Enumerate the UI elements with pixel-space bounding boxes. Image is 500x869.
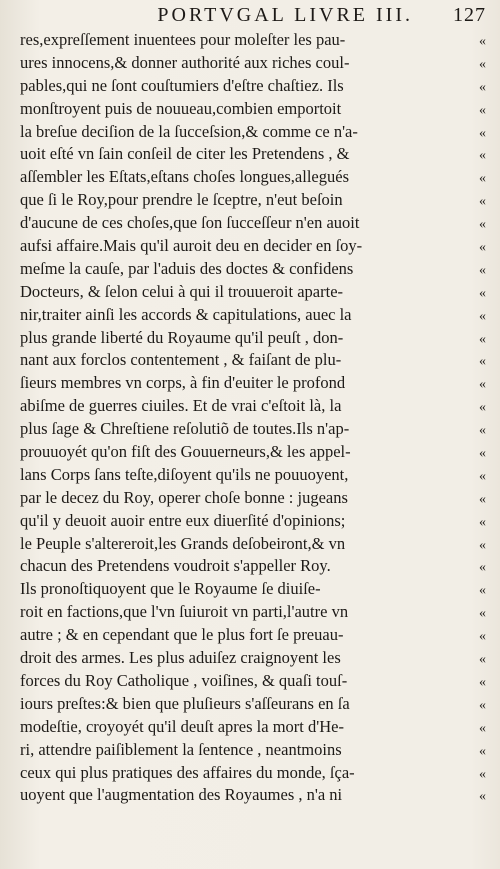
text-line: [20, 75, 486, 98]
line-text: uoit eſté vn ſain conſeil de citer les Pretendens , &: [20, 144, 350, 164]
text-line: [20, 739, 486, 762]
marginal-quote-mark: «: [479, 468, 486, 484]
line-text: modeſtie, croyoyét qu'il deuſt apres la mort d'He-: [20, 716, 344, 736]
marginal-quote-mark: «: [479, 171, 486, 187]
line-text: le Peuple s'altereroit,les Grands deſobeiront,& vn: [20, 533, 346, 553]
line-text: iours preſtes:& bien que pluſieurs s'aſſeurans en ſa: [20, 693, 350, 713]
line-text: meſme la cauſe, par l'aduis des doctes & confidens: [20, 258, 354, 278]
marginal-quote-mark: «: [479, 102, 486, 118]
text-line: [20, 327, 486, 350]
text-line: [20, 510, 486, 533]
text-line: [20, 281, 486, 304]
body-text: [20, 29, 486, 807]
line-text: plus grande liberté du Royaume qu'il peuſt , don-: [20, 327, 344, 347]
marginal-quote-mark: «: [479, 652, 486, 668]
line-text: ures innocens,& donner authorité aux riches coul-: [20, 52, 350, 72]
text-line: [20, 418, 486, 441]
text-line: [20, 143, 486, 166]
marginal-quote-mark: «: [479, 148, 486, 164]
marginal-quote-mark: «: [479, 194, 486, 210]
text-line: [20, 464, 486, 487]
text-line: [20, 578, 486, 601]
marginal-quote-mark: «: [479, 217, 486, 233]
marginal-quote-mark: «: [479, 789, 486, 805]
marginal-quote-mark: «: [479, 583, 486, 599]
line-text: aſſembler les Eſtats,eſtans choſes longues,allegués: [20, 167, 349, 187]
line-text: qu'il y deuoit auoir entre eux diuerſité d'opinions;: [20, 510, 346, 530]
line-text: abiſme de guerres ciuiles. Et de vrai c'eſtoit là, la: [20, 396, 342, 416]
line-text: aufsi affaire.Mais qu'il auroit deu en decider en ſoy-: [20, 236, 363, 256]
line-text: prouuoyét qu'on fiſt des Gouuerneurs,& les appel-: [20, 442, 351, 462]
line-text: plus ſage & Chreſtiene reſolutiõ de toutes.Ils n'ap-: [20, 419, 350, 439]
text-line: [20, 624, 486, 647]
text-line: [20, 693, 486, 716]
line-text: pables,qui ne ſont couſtumiers d'eſtre chaſtiez. Ils: [20, 75, 344, 95]
marginal-quote-mark: «: [479, 720, 486, 736]
marginal-quote-mark: «: [479, 697, 486, 713]
line-text: que ſi le Roy,pour prendre le ſceptre, n'eut beſoin: [20, 190, 343, 210]
marginal-quote-mark: «: [479, 285, 486, 301]
text-line: [20, 349, 486, 372]
text-line: [20, 555, 486, 578]
page-number: 127: [453, 4, 486, 26]
text-line: [20, 784, 486, 807]
text-line: [20, 166, 486, 189]
marginal-quote-mark: «: [479, 34, 486, 49]
marginal-quote-mark: «: [479, 514, 486, 530]
marginal-quote-mark: «: [479, 308, 486, 324]
line-text: roit en factions,que l'vn ſuiuroit vn parti,l'autre vn: [20, 602, 349, 622]
text-line: [20, 98, 486, 121]
marginal-quote-mark: «: [479, 491, 486, 507]
text-line: [20, 647, 486, 670]
text-line: [20, 372, 486, 395]
marginal-quote-mark: «: [479, 446, 486, 462]
line-text: res,expreſſement inuentees pour moleſter les pau-: [20, 30, 346, 49]
text-line: [20, 121, 486, 144]
line-text: par le decez du Roy, operer choſe bonne : jugeans: [20, 487, 348, 507]
marginal-quote-mark: «: [479, 423, 486, 439]
marginal-quote-mark: «: [479, 262, 486, 278]
line-text: la breſue deciſion de la ſucceſsion,& comme ce n'a-: [20, 121, 358, 141]
line-text: forces du Roy Catholique , voiſines, & quaſi touſ-: [20, 670, 348, 690]
line-text: d'aucune de ces choſes,que ſon ſucceſſeur n'en auoit: [20, 213, 360, 233]
text-line: [20, 304, 486, 327]
line-text: ceux qui plus pratiques des affaires du monde, ſça-: [20, 762, 355, 782]
marginal-quote-mark: «: [479, 79, 486, 95]
text-line: [20, 29, 486, 52]
line-text: Docteurs, & ſelon celui à qui il trouueroit aparte-: [20, 281, 344, 301]
text-line: [20, 670, 486, 693]
line-text: chacun des Pretendens voudroit s'appeller Roy.: [20, 556, 331, 576]
marginal-quote-mark: «: [479, 629, 486, 645]
marginal-quote-mark: «: [479, 377, 486, 393]
text-line: [20, 189, 486, 212]
line-text: autre ; & en cependant que le plus fort ſe preuau-: [20, 625, 344, 645]
marginal-quote-mark: «: [479, 56, 486, 72]
marginal-quote-mark: «: [479, 240, 486, 256]
line-text: nant aux forclos contentement , & faiſant de plu-: [20, 350, 342, 370]
marginal-quote-mark: «: [479, 125, 486, 141]
line-text: droit des armes. Les plus aduiſez craignoyent les: [20, 648, 341, 668]
marginal-quote-mark: «: [479, 674, 486, 690]
text-line: [20, 52, 486, 75]
text-line: [20, 235, 486, 258]
text-line: [20, 533, 486, 556]
text-line: [20, 395, 486, 418]
marginal-quote-mark: «: [479, 400, 486, 416]
marginal-quote-mark: «: [479, 560, 486, 576]
running-title: PORTVGAL LIVRE III.: [157, 4, 413, 26]
marginal-quote-mark: «: [479, 766, 486, 782]
text-line: [20, 762, 486, 785]
line-text: lans Corps ſans teſte,diſoyent qu'ils ne pouuoyent,: [20, 464, 349, 484]
text-line: [20, 601, 486, 624]
marginal-quote-mark: «: [479, 606, 486, 622]
running-header: [20, 4, 486, 26]
line-text: uoyent que l'augmentation des Royaumes , n'a ni: [20, 785, 343, 805]
line-text: Ils pronoſtiquoyent que le Royaume ſe diuiſe-: [20, 579, 321, 599]
text-line: [20, 441, 486, 464]
line-text: nir,traiter ainſi les accords & capitulations, auec la: [20, 304, 352, 324]
text-line: [20, 212, 486, 235]
marginal-quote-mark: «: [479, 537, 486, 553]
text-line: [20, 716, 486, 739]
line-text: monſtroyent puis de nouueau,combien emportoit: [20, 98, 342, 118]
line-text: ſieurs membres vn corps, à fin d'euiter le profond: [20, 373, 346, 393]
text-line: [20, 487, 486, 510]
marginal-quote-mark: «: [479, 331, 486, 347]
text-line: [20, 258, 486, 281]
marginal-quote-mark: «: [479, 743, 486, 759]
line-text: ri, attendre paiſiblement la ſentence , neantmoins: [20, 739, 342, 759]
marginal-quote-mark: «: [479, 354, 486, 370]
